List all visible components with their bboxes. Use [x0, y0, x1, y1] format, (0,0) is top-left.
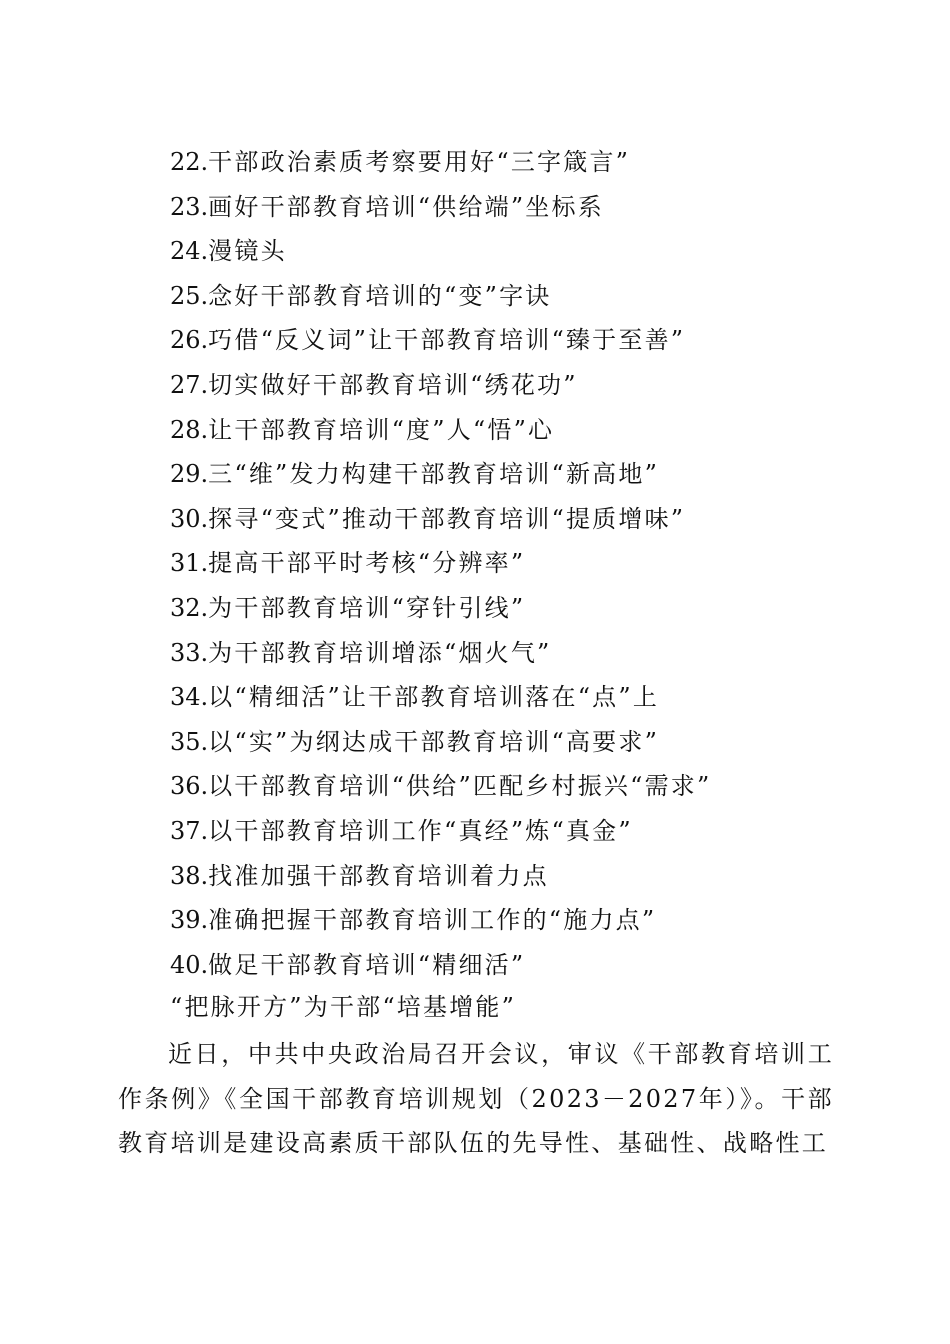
toc-item-title: 为干部教育培训增添“烟火气” [208, 638, 552, 667]
toc-item-title: 干部政治素质考察要用好“三字箴言” [208, 148, 631, 176]
article-title: “把脉开方”为干部“培基增能” [170, 993, 517, 1021]
toc-item-number: 27. [170, 370, 209, 399]
toc-item-title: 探寻“变式”推动干部教育培训“提质增味” [208, 504, 686, 533]
toc-item [170, 720, 711, 765]
toc-item-title: 巧借“反义词”让干部教育培训“臻于至善” [208, 326, 686, 355]
toc-item-number: 22. [170, 148, 209, 176]
toc-item-title: 提高干部平时考核“分辨率” [208, 549, 526, 578]
toc-item-number: 25. [170, 281, 209, 310]
toc-item-title: 切实做好干部教育培训“绣花功” [208, 370, 578, 399]
toc-item-title: 念好干部教育培训的“变”字诀 [208, 281, 552, 310]
toc-item-number: 37. [170, 816, 209, 845]
toc-item [170, 497, 711, 542]
toc-item-number: 34. [170, 683, 209, 712]
toc-item [170, 274, 711, 319]
toc-item-number: 30. [170, 504, 209, 533]
toc-item-title: 以“精细活”让干部教育培训落在“点”上 [208, 683, 660, 712]
toc-item-title: 三“维”发力构建干部教育培训“新高地” [208, 460, 660, 489]
toc-item-title: 以干部教育培训工作“真经”炼“真金” [208, 816, 633, 845]
toc-item-title: 做足干部教育培训“精细活” [208, 950, 526, 979]
toc-item [170, 898, 711, 943]
toc-item-title: 为干部教育培训“穿针引线” [208, 593, 526, 622]
toc-item [170, 452, 711, 497]
toc-item [170, 586, 711, 631]
toc-item [170, 140, 711, 185]
toc-item [170, 675, 711, 720]
toc-item-number: 39. [170, 906, 209, 935]
table-of-contents [170, 140, 711, 987]
toc-item-number: 40. [170, 950, 209, 979]
toc-item-number: 32. [170, 593, 209, 622]
toc-item [170, 185, 711, 230]
toc-item-number: 26. [170, 326, 209, 355]
toc-item [170, 408, 711, 453]
toc-item-number: 28. [170, 415, 209, 444]
toc-item [170, 318, 711, 363]
toc-item-title: 准确把握干部教育培训工作的“施力点” [208, 906, 657, 935]
article-paragraph: 近日，中共中央政治局召开会议，审议《干部教育培训工作条例》《全国干部教育培训规划（2023－2027年）》。干部教育培训是建设高素质干部队伍的先导性、基础性、战略性工 [118, 1040, 834, 1157]
toc-item-number: 35. [170, 727, 209, 756]
toc-item [170, 854, 711, 899]
toc-item-title: 漫镜头 [208, 237, 287, 266]
toc-item-title: 以“实”为纲达成干部教育培训“高要求” [208, 727, 660, 756]
toc-item [170, 764, 711, 809]
toc-item [170, 363, 711, 408]
toc-item-title: 以干部教育培训“供给”匹配乡村振兴“需求” [208, 772, 712, 801]
toc-item-number: 36. [170, 772, 209, 801]
toc-item [170, 943, 711, 988]
toc-item-number: 38. [170, 861, 209, 890]
toc-item-title: 画好干部教育培训“供给端”坐标系 [208, 192, 604, 221]
toc-item-number: 24. [170, 237, 209, 266]
toc-item [170, 631, 711, 676]
toc-item-number: 33. [170, 638, 209, 667]
toc-item [170, 229, 711, 274]
toc-item-title: 找准加强干部教育培训着力点 [208, 861, 549, 890]
toc-item-number: 23. [170, 192, 209, 221]
toc-item [170, 809, 711, 854]
toc-item-number: 29. [170, 460, 209, 489]
toc-item [170, 541, 711, 586]
toc-item-title: 让干部教育培训“度”人“悟”心 [208, 415, 555, 444]
toc-item-number: 31. [170, 549, 209, 578]
